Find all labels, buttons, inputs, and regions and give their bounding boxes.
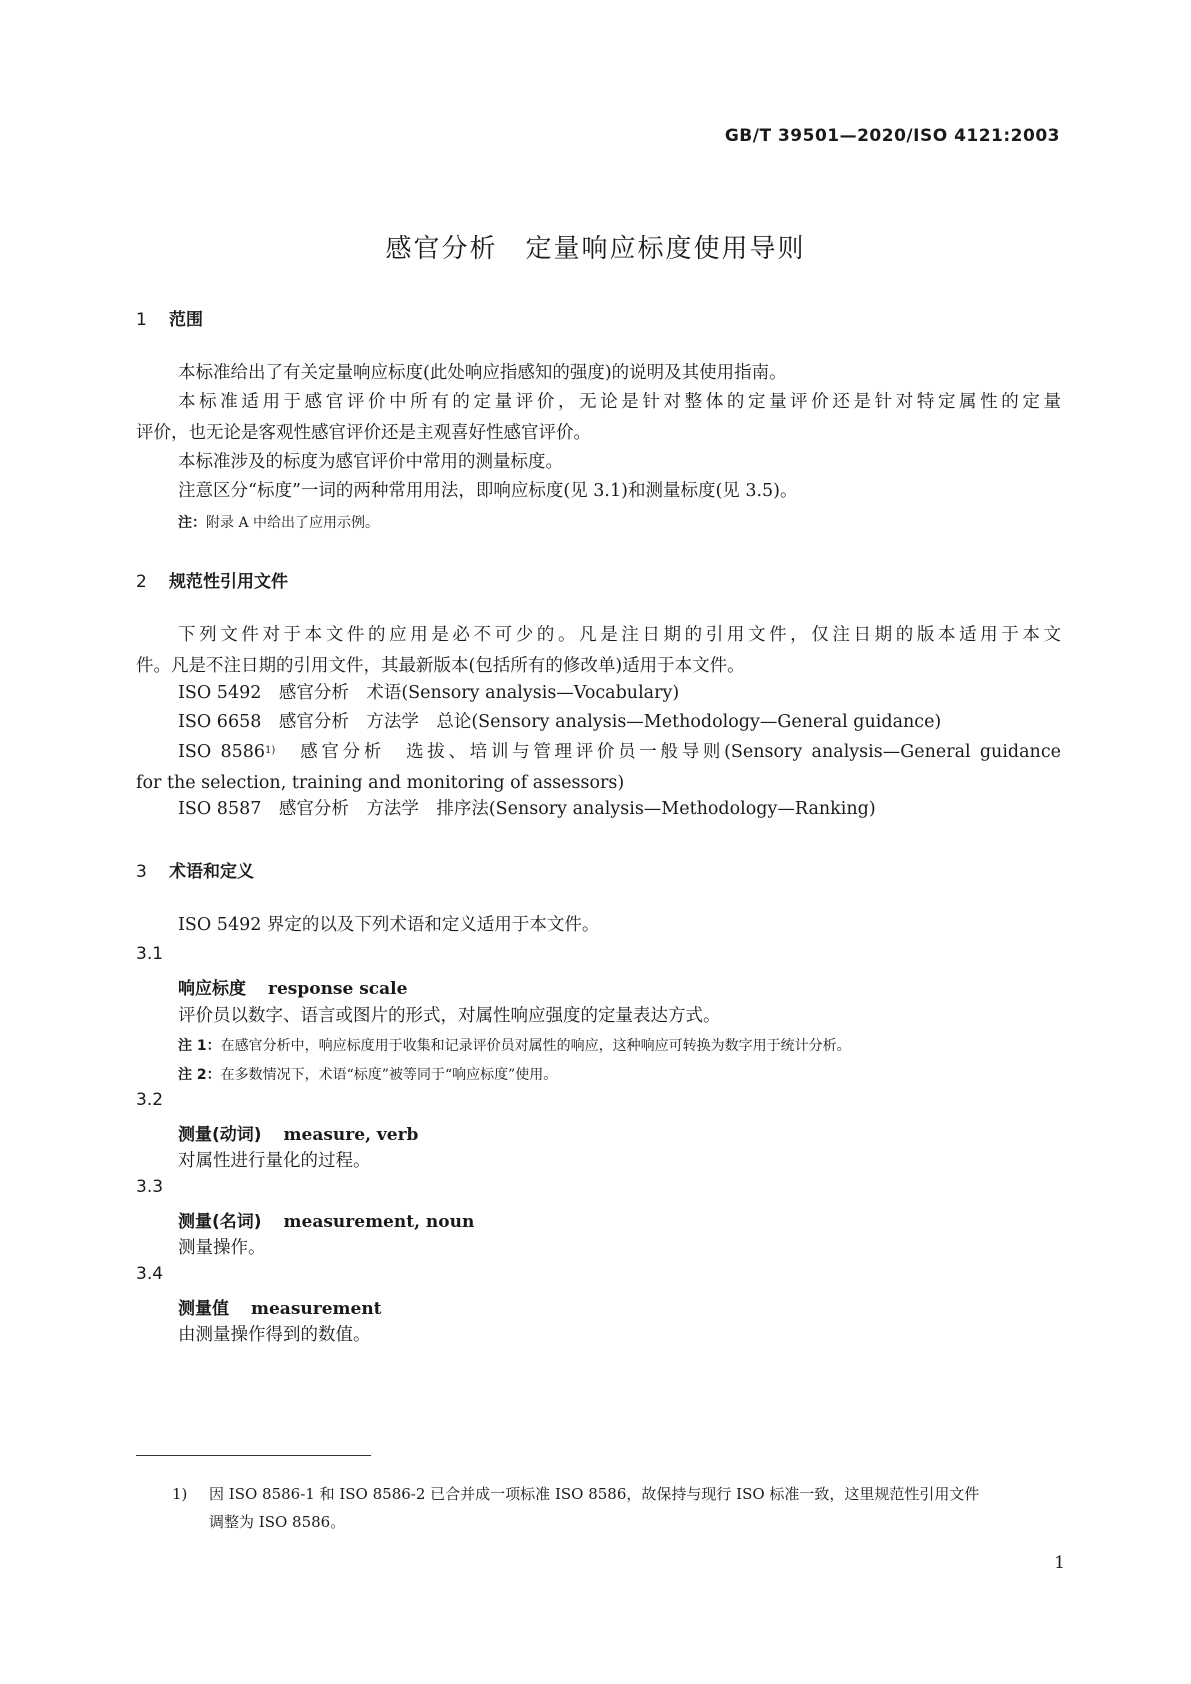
term-3-1-note-1 — [178, 1035, 851, 1055]
scope-note-label: 注： — [178, 515, 206, 531]
term-3-1-note-2 — [178, 1064, 557, 1084]
term-3-1-note-2-text: 在多数情况下，术语“标度”被等同于“响应标度”使用。 — [220, 1067, 558, 1083]
reference-iso-8586-code: ISO 8586 — [178, 742, 266, 762]
scope-paragraph-4: 注意区分“标度”一词的两种常用用法，即响应标度(见 3.1)和测量标度(见 3.5)。 — [178, 481, 798, 501]
footnote-rule — [136, 1455, 371, 1456]
scope-paragraph-2 — [136, 387, 1061, 449]
term-3-1-en: response scale — [268, 979, 408, 999]
term-3-2 — [178, 1120, 418, 1145]
standard-code: GB/T 39501—2020/ISO 4121:2003 — [724, 126, 1060, 146]
term-number-3-3: 3.3 — [136, 1177, 164, 1197]
footnote-ref-mark: 1) — [265, 745, 276, 756]
section-3-title: 术语和定义 — [169, 862, 254, 882]
footnote-line-2: 调整为 ISO 8586。 — [209, 1513, 346, 1531]
normative-paragraph — [136, 620, 1061, 682]
footnote — [172, 1480, 1065, 1536]
scope-note — [178, 512, 379, 532]
section-1-number: 1 — [136, 310, 147, 330]
term-3-1-zh: 响应标度 — [178, 979, 246, 999]
reference-iso-8586-line-2: for the selection, training and monitoring of assessors) — [136, 773, 625, 793]
term-3-2-definition: 对属性进行量化的过程。 — [178, 1151, 371, 1171]
reference-iso-8587: ISO 8587 感官分析 方法学 排序法(Sensory analysis—Methodology—Ranking) — [178, 799, 876, 819]
scope-paragraph-1: 本标准给出了有关定量响应标度(此处响应指感知的强度)的说明及其使用指南。 — [178, 363, 787, 383]
term-3-3-definition: 测量操作。 — [178, 1238, 266, 1258]
footnote-mark: 1) — [172, 1485, 188, 1503]
term-3-3 — [178, 1207, 474, 1232]
document-title: 感官分析 定量响应标度使用导则 — [385, 234, 806, 264]
reference-iso-6658: ISO 6658 感官分析 方法学 总论(Sensory analysis—Methodology—General guidance) — [178, 712, 942, 732]
normative-paragraph-line-1: 下列文件对于本文件的应用是必不可少的。凡是注日期的引用文件，仅注日期的版本适用于本文 — [178, 625, 1061, 645]
term-3-1 — [178, 974, 407, 999]
term-3-1-note-1-label: 注 1： — [178, 1038, 221, 1054]
scope-paragraph-3: 本标准涉及的标度为感官评价中常用的测量标度。 — [178, 452, 563, 472]
section-1-heading — [136, 305, 203, 330]
term-3-4 — [178, 1294, 382, 1319]
footnote-line-1: 因 ISO 8586-1 和 ISO 8586-2 已合并成一项标准 ISO 8586，故保持与现行 ISO 标准一致，这里规范性引用文件 — [209, 1485, 980, 1503]
term-3-3-zh: 测量(名词) — [178, 1212, 262, 1232]
term-number-3-4: 3.4 — [136, 1264, 164, 1284]
term-3-4-zh: 测量值 — [178, 1299, 229, 1319]
section-2-number: 2 — [136, 572, 147, 592]
section-3-number: 3 — [136, 862, 147, 882]
term-3-4-definition: 由测量操作得到的数值。 — [178, 1325, 371, 1345]
term-3-3-en: measurement, noun — [283, 1212, 475, 1232]
section-2-title: 规范性引用文件 — [169, 572, 288, 592]
normative-paragraph-line-2: 件。凡是不注日期的引用文件，其最新版本(包括所有的修改单)适用于本文件。 — [136, 656, 745, 676]
scope-paragraph-2-line-1: 本标准适用于感官评价中所有的定量评价，无论是针对整体的定量评价还是针对特定属性的定量 — [178, 392, 1061, 412]
term-3-2-en: measure, verb — [283, 1125, 419, 1145]
term-3-4-en: measurement — [251, 1299, 382, 1319]
term-number-3-1: 3.1 — [136, 944, 164, 964]
term-3-1-note-1-text: 在感官分析中，响应标度用于收集和记录评价员对属性的响应，这种响应可转换为数字用于统计分析。 — [220, 1038, 851, 1054]
reference-iso-5492: ISO 5492 感官分析 术语(Sensory analysis—Vocabulary) — [178, 683, 680, 703]
section-1-title: 范围 — [169, 310, 203, 330]
scope-note-text: 附录 A 中给出了应用示例。 — [206, 515, 380, 531]
section-3-heading — [136, 857, 254, 882]
term-number-3-2: 3.2 — [136, 1090, 164, 1110]
section-2-heading — [136, 567, 288, 592]
reference-iso-8586-line-1 — [136, 737, 1061, 768]
reference-iso-8586-title: 感官分析 选拔、培训与管理评价员一般导则(Sensory analysis—General guidance — [275, 742, 1061, 762]
scope-paragraph-2-line-2: 评价，也无论是客观性感官评价还是主观喜好性感官评价。 — [136, 423, 591, 443]
term-3-2-zh: 测量(动词) — [178, 1125, 262, 1145]
terms-intro: ISO 5492 界定的以及下列术语和定义适用于本文件。 — [178, 915, 600, 935]
term-3-1-definition: 评价员以数字、语言或图片的形式，对属性响应强度的定量表达方式。 — [178, 1006, 721, 1026]
term-3-1-note-2-label: 注 2： — [178, 1067, 221, 1083]
page-number: 1 — [1054, 1553, 1065, 1573]
reference-iso-8586 — [136, 737, 1061, 799]
